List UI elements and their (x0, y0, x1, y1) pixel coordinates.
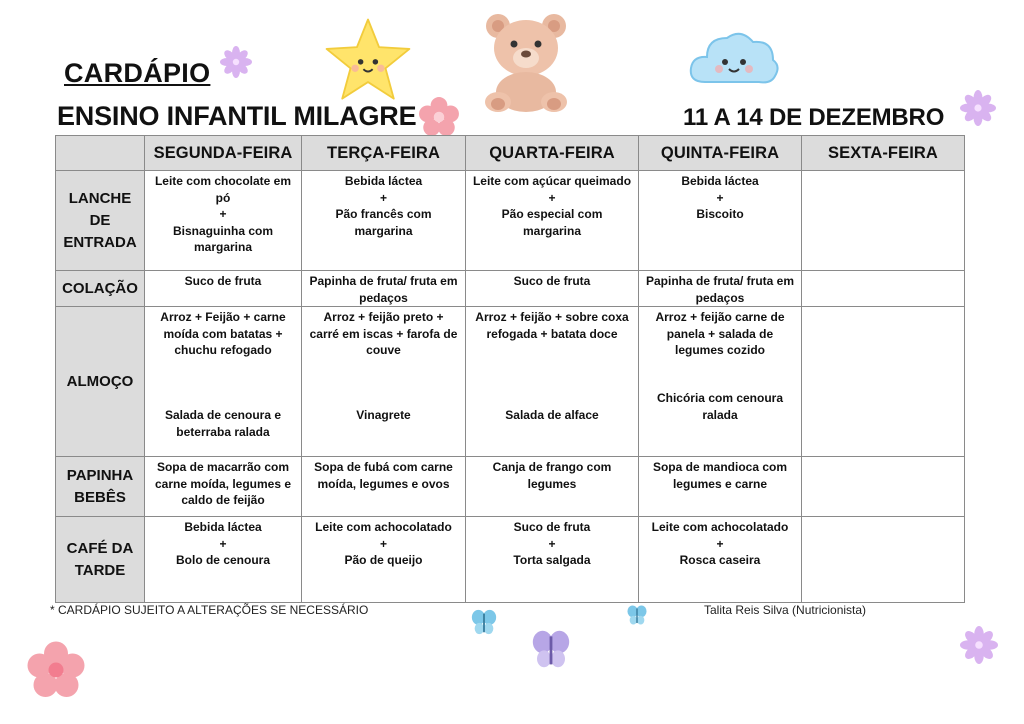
corner-cell (56, 136, 145, 171)
menu-cell: Bebida láctea + Biscoito (639, 171, 802, 271)
row-label: CAFÉ DA TARDE (56, 517, 145, 603)
menu-cell: Leite com açúcar queimado + Pão especial com margarina (466, 171, 639, 271)
day-header: SEGUNDA-FEIRA (145, 136, 302, 171)
menu-cell: Sopa de mandioca com legumes e carne (639, 457, 802, 517)
header-row (56, 136, 965, 171)
main-dish: Arroz + feijão + sobre coxa refogada + batata doce (475, 310, 629, 341)
disclaimer-note: * CARDÁPIO SUJEITO A ALTERAÇÕES SE NECESSÁRIO (50, 603, 369, 617)
menu-cell: Suco de fruta (466, 271, 639, 307)
butterfly-icon (470, 608, 498, 636)
menu-cell: Leite com chocolate em pó + Bisnaguinha com margarina (145, 171, 302, 271)
menu-cell (302, 307, 466, 457)
row-label: ALMOÇO (56, 307, 145, 457)
salad: Vinagrete (356, 408, 411, 422)
school-name: ENSINO INFANTIL MILAGRE (57, 101, 417, 131)
butterfly-icon (528, 628, 574, 670)
salad: Chicória com cenoura ralada (656, 391, 784, 422)
menu-cell (802, 517, 965, 603)
cloud-icon (685, 22, 781, 92)
row-label: COLAÇÃO (56, 271, 145, 307)
menu-table (55, 135, 965, 603)
menu-cell: Suco de fruta + Torta salgada (466, 517, 639, 603)
main-dish: Arroz + Feijão + carne moída com batatas + chuchu refogado (160, 310, 286, 357)
flower-icon (960, 626, 998, 664)
main-dish: Arroz + feijão preto + carré em iscas + farofa de couve (309, 310, 458, 357)
menu-cell: Canja de frango com legumes (466, 457, 639, 517)
menu-cell: Leite com achocolatado + Rosca caseira (639, 517, 802, 603)
flower-icon (26, 640, 86, 700)
day-header: SEXTA-FEIRA (802, 136, 965, 171)
day-header: TERÇA-FEIRA (302, 136, 466, 171)
table-row (56, 517, 965, 603)
table-row (56, 457, 965, 517)
nutritionist-signature: Talita Reis Silva (Nutricionista) (704, 603, 867, 617)
menu-cell: Leite com achocolatado + Pão de queijo (302, 517, 466, 603)
menu-cell (639, 307, 802, 457)
menu-cell (466, 307, 639, 457)
menu-cell: Sopa de macarrão com carne moída, legumes e caldo de feijão (145, 457, 302, 517)
menu-cell (802, 457, 965, 517)
main-dish: Arroz + feijão carne de panela + salada de legumes cozido (655, 310, 785, 357)
table-row (56, 271, 965, 307)
flower-icon (220, 46, 252, 78)
menu-cell (145, 307, 302, 457)
star-icon (322, 14, 414, 106)
menu-title: CARDÁPIO (64, 58, 211, 88)
menu-cell: Papinha de fruta/ fruta em pedaços (639, 271, 802, 307)
row-label: PAPINHA BEBÊS (56, 457, 145, 517)
salad: Salada de cenoura e beterraba ralada (164, 408, 282, 439)
menu-cell: Bebida láctea + Bolo de cenoura (145, 517, 302, 603)
menu-cell (802, 171, 965, 271)
menu-cell: Sopa de fubá com carne moída, legumes e ovos (302, 457, 466, 517)
salad: Salada de alface (505, 408, 599, 422)
day-header: QUINTA-FEIRA (639, 136, 802, 171)
flower-icon (418, 96, 460, 138)
menu-cell: Suco de fruta (145, 271, 302, 307)
row-label: LANCHE DE ENTRADA (56, 171, 145, 271)
menu-cell (802, 307, 965, 457)
table-row (56, 171, 965, 271)
flower-icon (960, 90, 996, 126)
teddy-bear-icon (476, 6, 576, 114)
table-row (56, 307, 965, 457)
menu-cell: Papinha de fruta/ fruta em pedaços (302, 271, 466, 307)
butterfly-icon (626, 604, 648, 626)
day-header: QUARTA-FEIRA (466, 136, 639, 171)
date-range: 11 A 14 DE DEZEMBRO (683, 104, 945, 131)
menu-cell (802, 271, 965, 307)
menu-cell: Bebida láctea + Pão francês com margarina (302, 171, 466, 271)
